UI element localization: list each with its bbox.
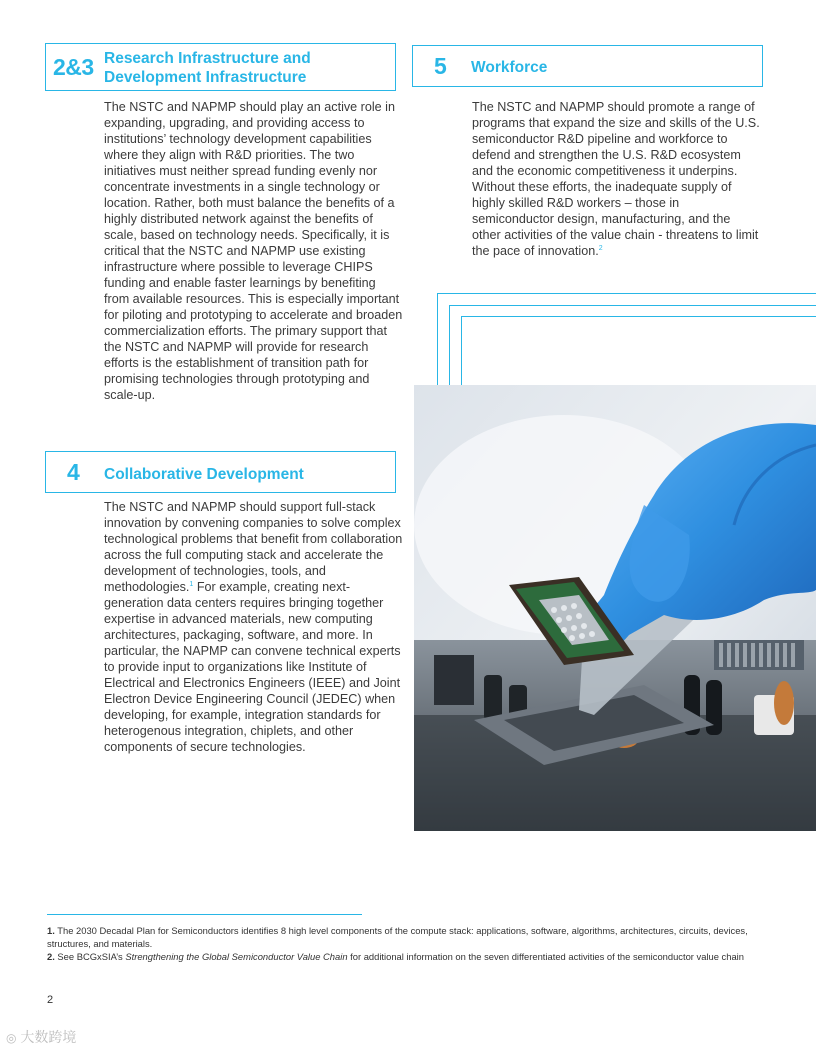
decorative-frame-inner bbox=[461, 316, 816, 394]
section-body-4: The NSTC and NAPMP should support full-stack innovation by convening companies to solve complex technological problems that benefit from collaboration across the full computing stack and accelerate the development of technologies, tools, and methodologies.$^1$ For example, creating next-generation data centers requires bringing together expertise in advanced materials, new computing architectures, packaging, software, and more. In particular, the NAPMP can convene technical experts to provide input to organizations like Institute of Electrical and Electronics Engineers (IEEE) and Joint Electron Device Engineering Council (JEDEC) when developing, for example, integration standards for heterogenous integration, chiplets, and other components of secure technologies. bbox=[104, 500, 403, 754]
section-number: 2&3 bbox=[53, 54, 94, 80]
watermark-logo-icon: ◎ bbox=[6, 1031, 17, 1045]
footnotes bbox=[47, 924, 767, 963]
section-number: 5 bbox=[434, 53, 447, 79]
footnote-ref: 2 bbox=[598, 244, 603, 252]
section-header-4 bbox=[45, 451, 396, 493]
chip-photo-illustration bbox=[414, 385, 816, 831]
section-body-2-3: The NSTC and NAPMP should play an active role in expanding, upgrading, and providing access to institutions’ technology development capabilities where they align with R&D priorities. The two initiatives must neither spread funding evenly nor concentrate investments in a single technology or location. Rather, both must balance the benefits of a highly distributed network against the benefits of scale, based on technology needs. Specifically, it is critical that the NSTC and NAPMP use existing infrastructure where possible to leverage CHIPS funding and enable faster learnings by benefiting from available resources. This is especially important for piloting and prototyping to accelerate and broaden commercialization efforts. The primary support that the NSTC and NAPMP will provide for research efforts is the establishment of transition path for promising technologies through prototyping and scale-up. bbox=[104, 100, 403, 402]
watermark: ◎ 大数跨境 bbox=[6, 1029, 77, 1045]
section-header-5 bbox=[412, 45, 763, 87]
footnote-divider bbox=[47, 914, 362, 915]
section-body-5: The NSTC and NAPMP should promote a range of programs that expand the size and skills of the U.S. semiconductor R&D pipeline and workforce to defend and strengthen the U.S. R&D ecosystem and the economic competitiveness it underpins. Without these efforts, the inadequate supply of highly skilled R&D workers – those in semiconductor design, manufacturing, and the other activities of the value chain - threatens to limit the pace of innovation.$^2$ bbox=[472, 100, 760, 258]
section-header-2-3 bbox=[45, 43, 396, 91]
section-title: Workforce bbox=[471, 59, 548, 76]
section-number: 4 bbox=[67, 459, 80, 485]
footnote-1: 1. The 2030 Decadal Plan for Semiconductors identifies 8 high level components of the compute stack: applications, software, algorithms, architectures, circuits, devices, structures, and materials. bbox=[47, 925, 748, 949]
footnote-ref: 1 bbox=[189, 580, 194, 588]
section-title: Collaborative Development bbox=[104, 466, 304, 483]
page-number: 2 bbox=[47, 994, 54, 1006]
section-title: Research Infrastructure and Development Infrastructure bbox=[104, 50, 311, 86]
photo-chip-in-gloved-hand bbox=[414, 385, 816, 831]
footnote-2: 2. See BCGxSIA’s Strengthening the Global Semiconductor Value Chain for additional information on the seven differentiated activities of the semiconductor value chain bbox=[47, 951, 744, 962]
